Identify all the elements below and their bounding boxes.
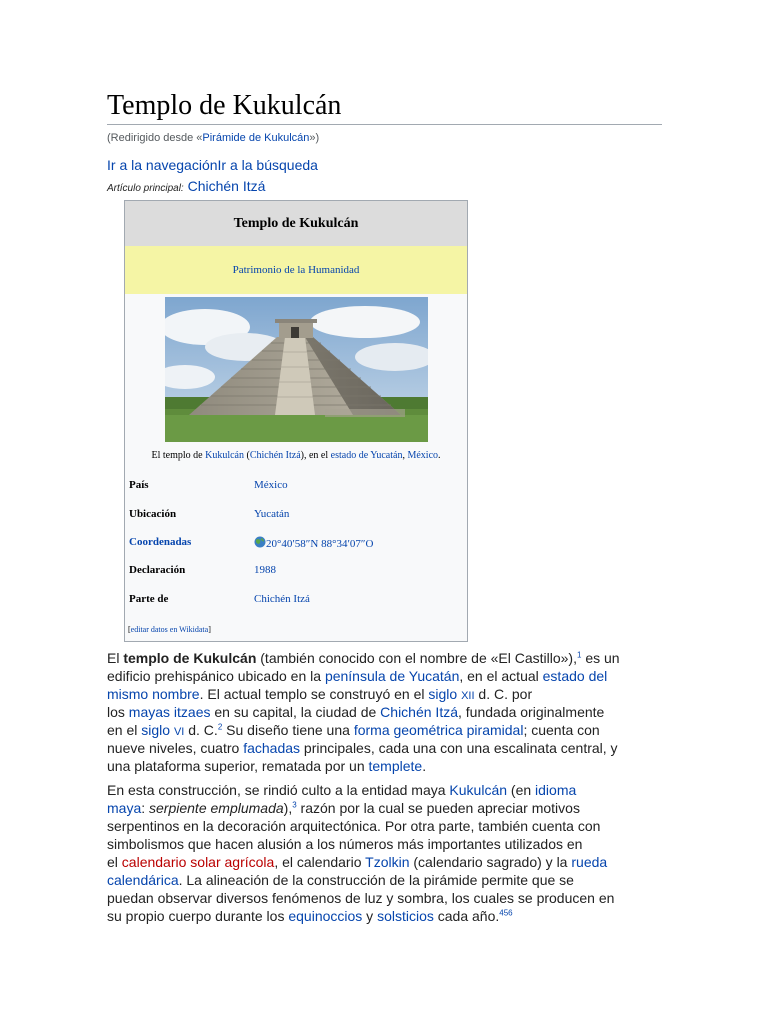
infobox-row-part-of [129,593,465,609]
caption-link-yucatan[interactable]: estado de Yucatán [330,450,403,461]
caption-text: , [402,450,408,461]
link-templete[interactable]: templete [368,758,423,774]
text: d. C. por [474,686,533,702]
text: . El actual templo se construyó en el [199,686,429,702]
text: es un [581,650,620,666]
heritage-link[interactable]: Patrimonio de la Humanidad [232,264,360,276]
jump-to-navigation-link[interactable]: Ir a la navegación [107,157,218,173]
link-equinoccios[interactable]: equinoccios [288,908,363,924]
text: una plataforma superior, rematada por un [107,758,369,774]
text: su propio cuerpo durante los [107,908,289,924]
caption-text: ( [243,450,250,461]
caption-text: . [438,450,441,461]
text: (en [507,782,536,798]
text: principales, cada una con una escalinata central, y [300,740,618,756]
link-estado[interactable]: estado del [542,668,608,684]
reference-link[interactable]: 1 [577,650,582,660]
caption-text: El templo de [151,450,206,461]
roman-numeral: VI [173,726,185,738]
redirect-prefix: (Redirigido desde « [107,132,203,144]
bold-term: templo de Kukulcán [123,650,257,666]
text-line [107,871,667,889]
link-mayas-itzaes[interactable]: mayas itzaes [128,704,211,720]
text: , en el actual [459,668,543,684]
text: En esta construcción, se rindió culto a la entidad maya [107,782,450,798]
italic-term: serpiente emplumada [149,800,284,816]
row-value-link[interactable]: Yucatán [254,508,290,520]
row-label: País [129,479,149,491]
infobox-row-declaration [129,564,465,580]
redirect-source-link[interactable]: Pirámide de Kukulcán [202,132,310,144]
link-chichen-itza[interactable]: Chichén Itzá [380,704,458,720]
infobox-row-country [129,479,465,495]
jump-links [107,156,318,174]
text: en el [107,722,142,738]
text: . La alineación de la construcción de la pirámide permite que se [178,872,574,888]
infobox-row-location [129,508,465,524]
text-line [107,907,667,925]
main-article-hatnote [107,177,265,198]
coordinates-value[interactable] [254,536,373,550]
text: nueve niveles, cuatro [107,740,244,756]
link-forma-piramidal[interactable]: forma geométrica piramidal [353,722,524,738]
text-line [107,781,667,799]
row-value-link[interactable]: 1988 [254,564,276,576]
text: siglo [428,686,462,702]
text: y [362,908,378,924]
text: d. C. [184,722,218,738]
text-line: simbolismos que hacen alusión a los números más importantes utilizados en [107,836,583,852]
text-line [107,739,667,757]
link-kukulcan[interactable]: Kukulcán [449,782,508,798]
infobox-heritage-banner [125,246,467,294]
text-line [107,853,667,871]
text: (también conocido con el nombre de «El Castillo»), [256,650,577,666]
text-line [107,649,667,667]
reference-link[interactable]: 456 [499,908,513,918]
globe-icon [254,536,266,548]
link-solsticios[interactable]: solsticios [377,908,434,924]
infobox [124,200,468,642]
text-line [107,703,667,721]
link-siglo-vi[interactable] [141,722,184,738]
text-line: serpentinos en la decoración arquitectónica. Por otra parte, también cuenta con [107,818,601,834]
link-tzolkin[interactable]: Tzolkin [365,854,410,870]
bracket: [ [128,625,131,634]
text: siglo [141,722,174,738]
text: ), [283,800,293,816]
row-label: Ubicación [129,508,177,520]
text: el [107,854,122,870]
link-rueda-calendarica[interactable]: rueda [571,854,608,870]
redirect-note [107,132,319,144]
row-value-link[interactable]: México [254,479,288,491]
text-line [107,721,667,739]
text: en su capital, la ciudad de [210,704,381,720]
text: cada año. [433,908,500,924]
paragraph-2 [107,781,667,925]
text: : [141,800,150,816]
link-peninsula-yucatan[interactable]: península de Yucatán [324,668,460,684]
text: los [107,704,129,720]
page-title: Templo de Kukulcán [107,88,662,125]
link-rueda-calendarica-cont[interactable]: calendárica [107,872,179,888]
link-siglo-xii[interactable] [428,686,474,702]
redirect-suffix: ») [309,132,320,144]
roman-numeral: XII [461,690,475,702]
main-article-label: Artículo principal: [107,183,184,194]
text: , el calendario [274,854,366,870]
bracket: ] [208,625,211,634]
wikidata-edit [128,625,211,634]
infobox-row-coordinates [129,536,465,552]
reference-link[interactable]: 2 [217,722,223,732]
edit-wikidata-link[interactable]: editar datos en Wikidata [130,625,209,634]
jump-to-search-link[interactable]: Ir a la búsqueda [217,157,318,173]
text: (calendario sagrado) y la [409,854,572,870]
caption-link-chichen[interactable]: Chichén Itzá [249,450,301,461]
row-label-link[interactable]: Coordenadas [129,536,192,548]
row-value-link[interactable]: Chichén Itzá [254,593,310,605]
text: ; cuenta con [523,722,600,738]
text: edificio prehispánico ubicado en la [107,668,325,684]
paragraph-1 [107,649,667,775]
coordinates-link[interactable]: 20°40′58″N 88°34′07″O [266,538,374,550]
row-label: Declaración [129,564,186,576]
redlink-calendario-solar[interactable]: calendario solar agrícola [121,854,275,870]
text-line [107,667,667,685]
link-mismo-nombre[interactable]: mismo nombre [107,686,200,702]
main-article-link[interactable]: Chichén Itzá [187,178,266,194]
caption-link-mexico[interactable]: México [407,450,439,461]
text: razón por la cual se pueden apreciar motivos [296,800,580,816]
text-line [107,799,667,817]
caption-text: ), en el [300,450,331,461]
pyramid-image[interactable] [165,297,428,442]
row-label: Parte de [129,593,169,605]
text: El [107,650,124,666]
text: Su diseño tiene una [222,722,354,738]
text-line [107,685,667,703]
image-caption [125,450,467,461]
infobox-title: Templo de Kukulcán [125,201,467,246]
text-line [107,757,667,775]
text: , fundada originalmente [458,704,605,720]
caption-link-kukulcan[interactable]: Kukulcán [205,450,244,461]
link-idioma-maya-cont[interactable]: maya [107,800,142,816]
reference-link[interactable]: 3 [292,800,297,810]
link-idioma-maya[interactable]: idioma [535,782,577,798]
text-line: puedan observar diversos fenómenos de luz y sombra, los cuales se producen en [107,890,615,906]
text: . [422,758,427,774]
link-fachadas[interactable]: fachadas [243,740,301,756]
